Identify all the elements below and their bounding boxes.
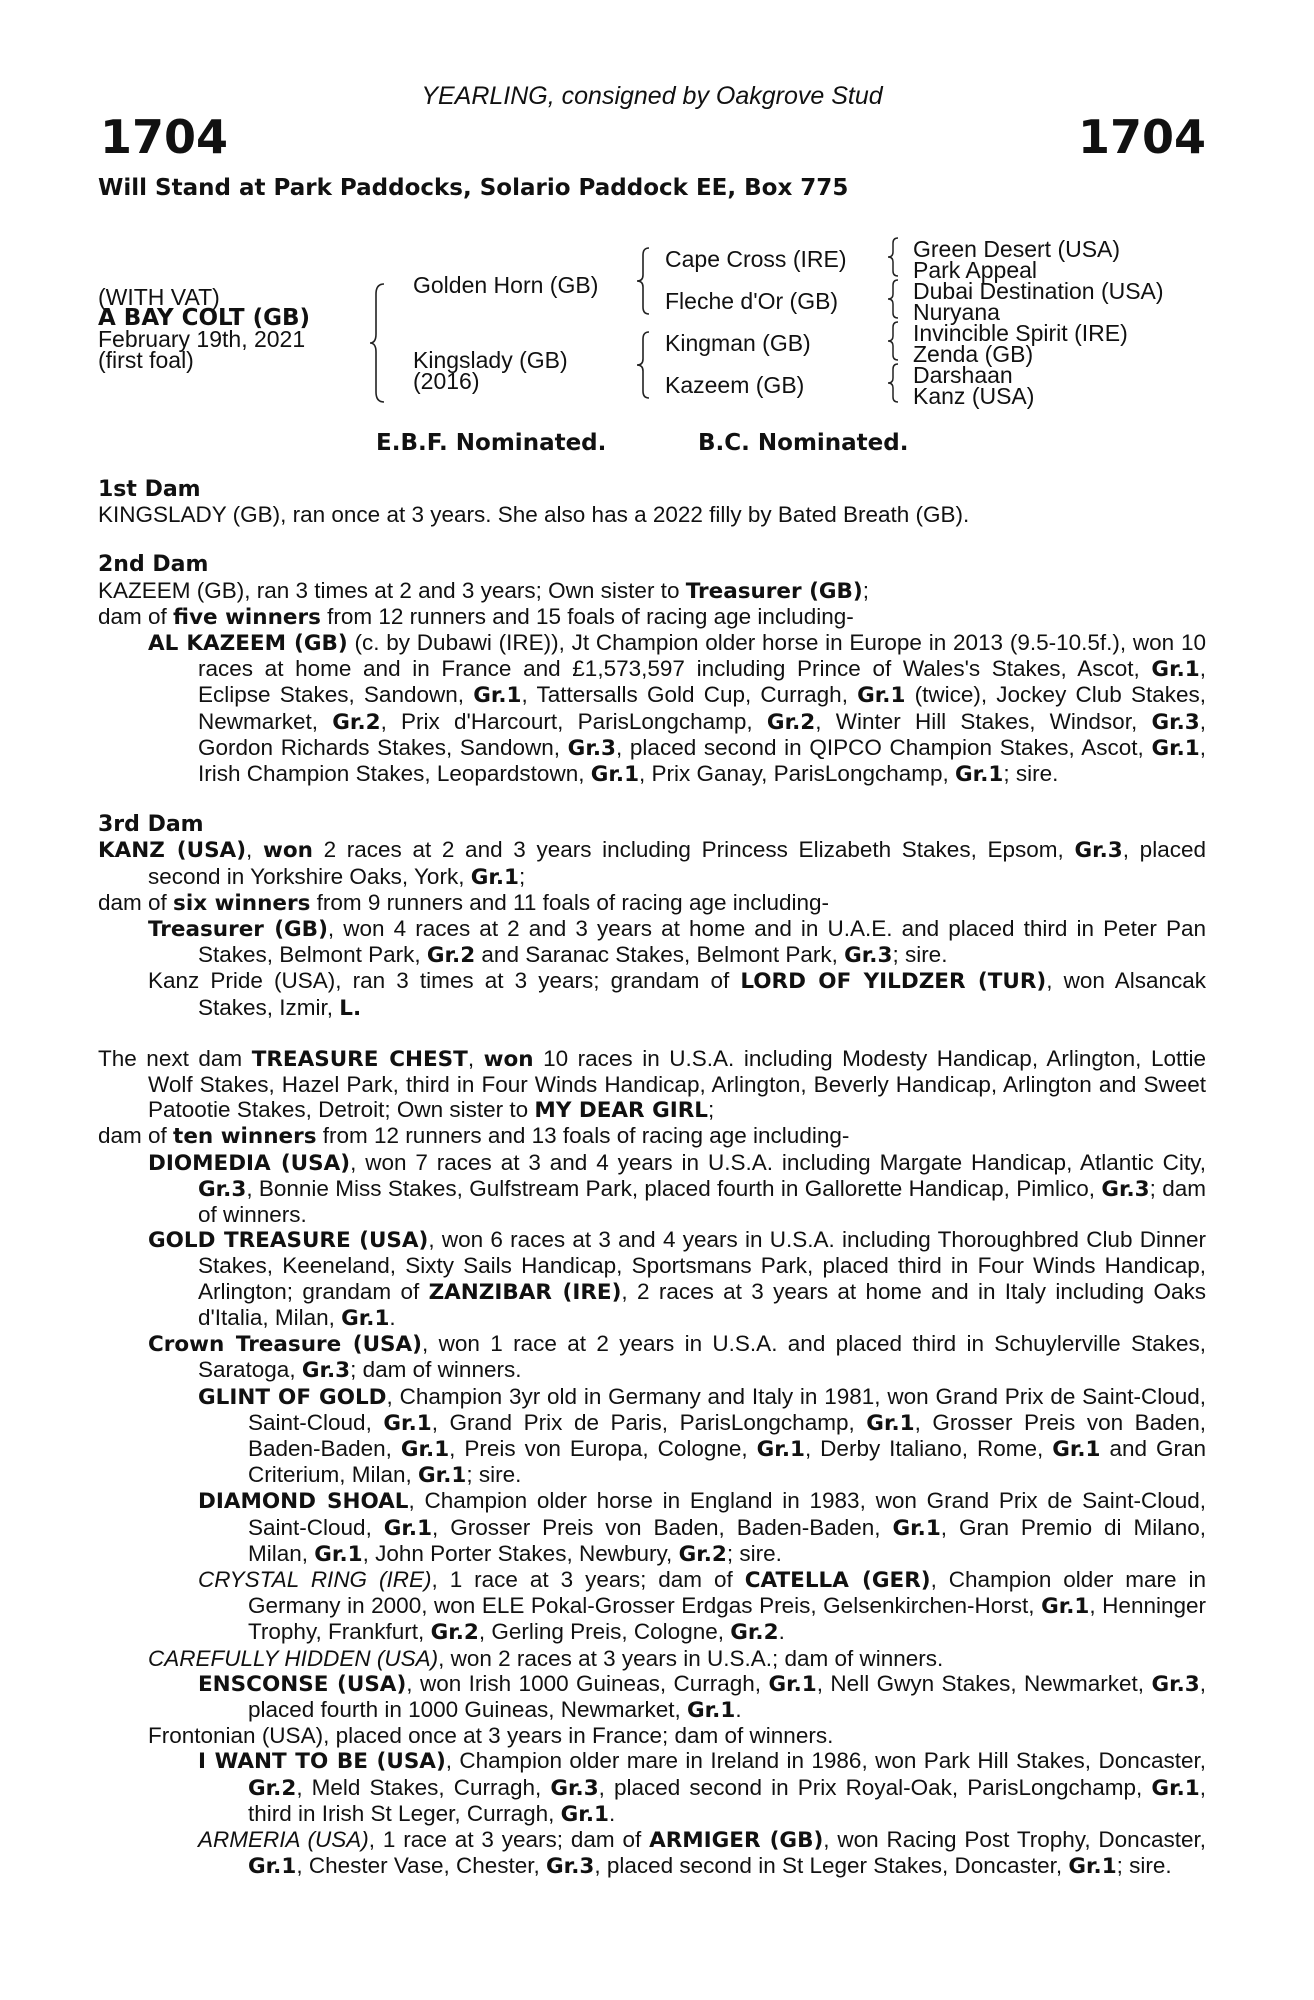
diomedia-entry: DIOMEDIA (USA), won 7 races at 3 and 4 years in U.S.A. including Margate Handicap, Atlantic City, Gr.3, Bonnie Miss Stakes, Gulfstream Park, placed fourth in Gallorette Handicap, Pimlico, Gr.3; dam of winners. <box>148 1149 1206 1228</box>
bc-nomination: B.C. Nominated. <box>698 430 909 456</box>
consignment-line: YEARLING, consigned by Oakgrove Stud <box>421 82 883 110</box>
ancestor-1: Green Desert (USA) <box>913 236 1121 262</box>
ancestor-8: Kanz (USA) <box>913 383 1035 409</box>
armeria-entry: ARMERIA (USA), 1 race at 3 years; dam of ARMIGER (GB), won Racing Post Trophy, Doncaster, Gr.1, Chester Vase, Chester, Gr.3, placed second in St Leger Stakes, Doncaster, Gr.1; sire. <box>198 1826 1206 1880</box>
foaling-date: February 19th, 2021 <box>98 326 306 352</box>
brace-dam <box>635 330 653 400</box>
catalogue-body <box>98 477 1206 1879</box>
crystal-ring-entry: CRYSTAL RING (IRE), 1 race at 3 years; dam of CATELLA (GER), Champion older mare in Germany in 2000, won ELE Pokal-Grosser Erdgas Preis, Gelsenkirchen-Horst, Gr.1, Henninger Trophy, Frankfurt, Gr.2, Gerling Preis, Cologne, Gr.2. <box>198 1566 1207 1646</box>
second-dam-produce: dam of five winners from 12 runners and 15 foals of racing age including- <box>98 603 854 630</box>
kanz-produce: dam of six winners from 9 runners and 11 foals of racing age including- <box>98 889 830 916</box>
carefully-hidden-entry: CAREFULLY HIDDEN (USA), won 2 races at 3 years in U.S.A.; dam of winners. <box>148 1645 944 1671</box>
pedigree-table <box>98 202 1206 422</box>
brace-g2 <box>886 278 902 320</box>
kanz-pride-entry: Kanz Pride (USA), ran 3 times at 3 years; grandam of LORD OF YILDZER (TUR), won Alsancak Stakes, Izmir, L. <box>148 968 1207 1021</box>
glint-of-gold-entry: GLINT OF GOLD, Champion 3yr old in Germany and Italy in 1981, won Grand Prix de Saint-Cloud, Saint-Cloud, Gr.1, Grand Prix de Paris, ParisLongchamp, Gr.1, Grosser Preis von Baden, Baden-Baden, Gr.1, Preis von Europa, Cologne, Gr.1, Derby Italiano, Rome, Gr.1 and Gran Criterium, Milan, Gr.1; sire. <box>198 1383 1206 1489</box>
second-dam-heading: 2nd Dam <box>98 552 209 578</box>
treasurer-entry: Treasurer (GB), won 4 races at 2 and 3 years at home and in U.A.E. and placed third in Peter Pan Stakes, Belmont Park, Gr.2 and Saranac Stakes, Belmont Park, Gr.3; sire. <box>148 916 1206 969</box>
dam-name: Kingslady (GB) <box>413 347 568 373</box>
al-kazeem-entry: AL KAZEEM (GB) (c. by Dubawi (IRE)), Jt Champion older horse in Europe in 2013 (9.5-10.5f.), won 10 races at home and in France and £1,573,597 including Prince of Wales's Stakes, Ascot, Gr.1, Eclipse Stakes, Sandown, Gr.1, Tattersalls Gold Cup, Curragh, Gr.1 (twice), Jockey Club Stakes, Newmarket, Gr.2, Prix d'Harcourt, ParisLongchamp, Gr.2, Winter Hill Stakes, Windsor, Gr.3, Gordon Richards Stakes, Sandown, Gr.3, placed second in QIPCO Champion Stakes, Ascot, Gr.1, Irish Champion Stakes, Leopardstown, Gr.1, Prix Ganay, ParisLongchamp, Gr.1; sire. <box>148 630 1207 788</box>
second-dam-line: KAZEEM (GB), ran 3 times at 2 and 3 years; Own sister to Treasurer (GB); <box>98 577 870 604</box>
next-dam-entry: The next dam TREASURE CHEST, won 10 races in U.S.A. including Modesty Handicap, Arlington, Lottie Wolf Stakes, Hazel Park, third in Four Winds Handicap, Arlington, Beverly Handicap, Arlington and Sweet Patootie Stakes, Detroit; Own sister to MY DEAR GIRL; <box>98 1045 1206 1124</box>
kanz-entry: KANZ (USA), won 2 races at 2 and 3 years including Princess Elizabeth Stakes, Epsom, Gr.3, placed second in Yorkshire Oaks, York, Gr.1; <box>98 837 1206 890</box>
ebf-nomination: E.B.F. Nominated. <box>376 430 607 456</box>
next-dam-produce: dam of ten winners from 12 runners and 13 foals of racing age including- <box>98 1123 850 1150</box>
diamond-shoal-entry: DIAMOND SHOAL, Champion older horse in England in 1983, won Grand Prix de Saint-Cloud, Saint-Cloud, Gr.1, Grosser Preis von Baden, Baden-Baden, Gr.1, Gran Premio di Milano, Milan, Gr.1, John Porter Stakes, Newbury, Gr.2; sire. <box>198 1488 1206 1567</box>
brace-g4 <box>886 362 902 404</box>
crown-treasure-entry: Crown Treasure (USA), won 1 race at 2 years in U.S.A. and placed third in Schuylerville Stakes, Saratoga, Gr.3; dam of winners. <box>148 1331 1206 1384</box>
gold-treasure-entry: GOLD TREASURE (USA), won 6 races at 3 and 4 years in U.S.A. including Thoroughbred Club Dinner Stakes, Keeneland, Sixty Sails Handicap, Sportsmans Park, placed third in Four Winds Handicap, Arlington; grandam of ZANZIBAR (IRE), 2 races at 3 years at home and in Italy including Oaks d'Italia, Milan, Gr.1. <box>148 1227 1206 1331</box>
i-want-to-be-entry: I WANT TO BE (USA), Champion older mare in Ireland in 1986, won Park Hill Stakes, Doncaster, Gr.2, Meld Stakes, Curragh, Gr.3, placed second in Prix Royal-Oak, ParisLongchamp, Gr.1, third in Irish St Leger, Curragh, Gr.1. <box>198 1748 1206 1827</box>
brace-g3 <box>886 320 902 362</box>
brace-horse <box>368 282 388 404</box>
stand-location: Will Stand at Park Paddocks, Solario Paddock EE, Box 775 <box>98 175 849 201</box>
brace-sire <box>635 246 653 316</box>
ancestor-2: Park Appeal <box>913 257 1038 283</box>
third-dam-heading: 3rd Dam <box>98 812 204 838</box>
first-dam-text: KINGSLADY (GB), ran once at 3 years. She also has a 2022 filly by Bated Breath (GB). <box>98 502 970 528</box>
ancestor-3: Dubai Destination (USA) <box>913 278 1164 304</box>
horse-name: A BAY COLT (GB) <box>98 305 311 331</box>
brace-g1 <box>886 236 902 278</box>
ancestor-4: Nuryana <box>913 299 1000 325</box>
dam-dam: Kazeem (GB) <box>665 372 805 398</box>
dam-sire: Kingman (GB) <box>665 330 811 356</box>
frontonian-entry: Frontonian (USA), placed once at 3 years in France; dam of winners. <box>148 1723 834 1749</box>
dam-year: (2016) <box>413 368 480 394</box>
ancestor-7: Darshaan <box>913 362 1013 388</box>
ancestor-5: Invincible Spirit (IRE) <box>913 320 1128 346</box>
vat-note: (WITH VAT) <box>98 284 220 310</box>
sire-name: Golden Horn (GB) <box>413 272 599 298</box>
ancestor-6: Zenda (GB) <box>913 341 1034 367</box>
first-dam-heading: 1st Dam <box>98 477 201 502</box>
sire-dam: Fleche d'Or (GB) <box>665 288 839 314</box>
lot-number-right: 1704 <box>1077 110 1206 164</box>
sire-sire: Cape Cross (IRE) <box>665 246 847 272</box>
foal-note: (first foal) <box>98 347 194 373</box>
ensconse-entry: ENSCONSE (USA), won Irish 1000 Guineas, Curragh, Gr.1, Nell Gwyn Stakes, Newmarket, Gr.3, placed fourth in 1000 Guineas, Newmarket, Gr.1. <box>198 1670 1207 1723</box>
lot-number-left: 1704 <box>100 110 229 164</box>
